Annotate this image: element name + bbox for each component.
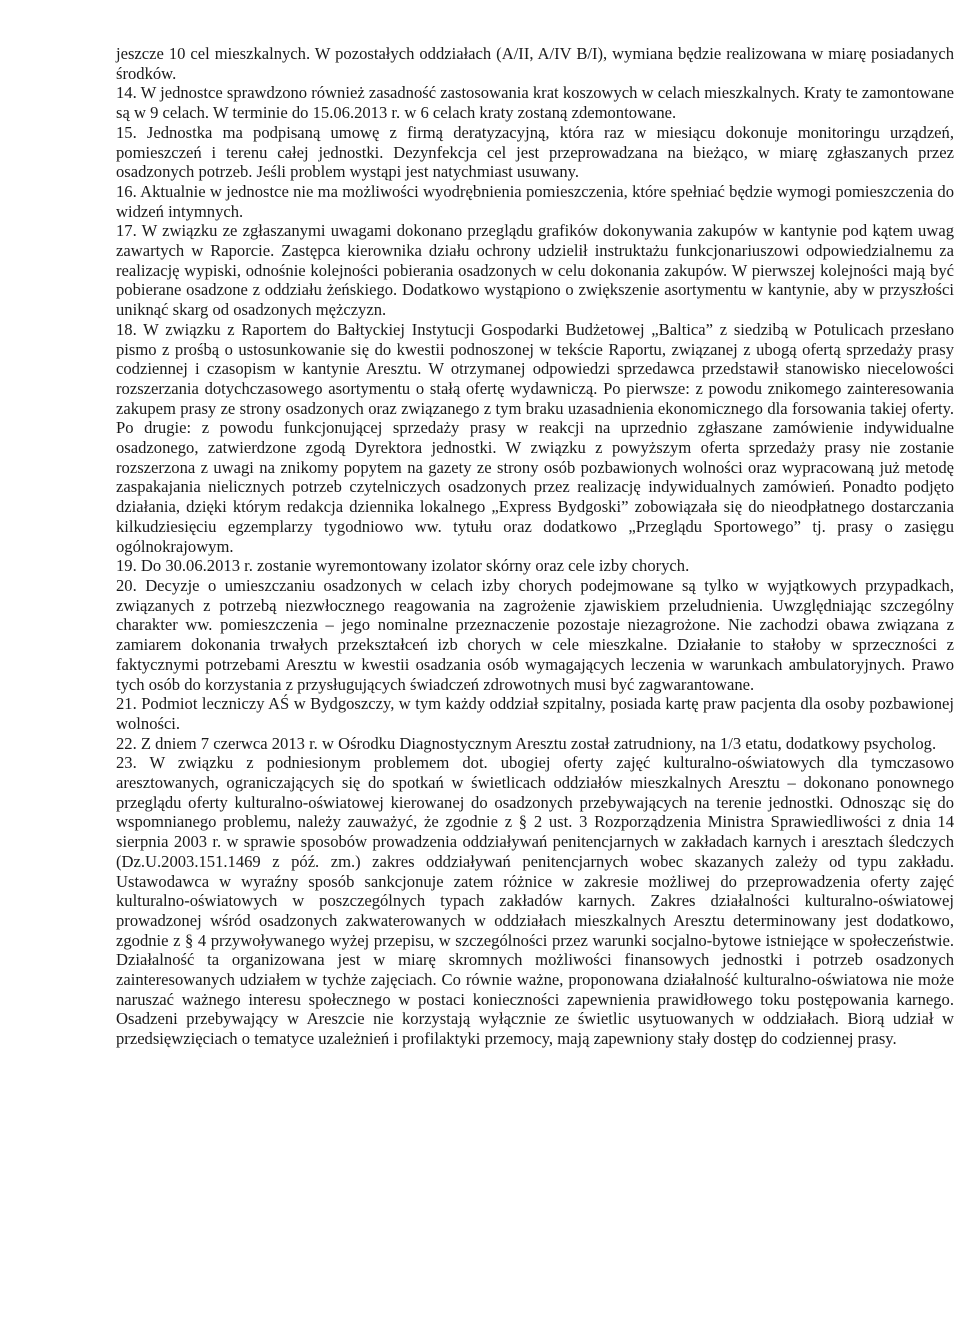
paragraph-16: 16. Aktualnie w jednostce nie ma możliwości wyodrębnienia pomieszczenia, które spełniać będzie wymogi pomieszczenia do widzeń intymnych. [116,181,954,221]
paragraph-18: 18. W związku z Raportem do Bałtyckiej Instytucji Gospodarki Budżetowej „Baltica” z siedzibą w Potulicach przesłano pismo z prośbą o ustosunkowanie się do kwestii podnoszonej w tekście Raportu, związanej z ubogą ofertą sprzedaży prasy codziennej i czasopism w kantynie Aresztu. W otrzymanej odpowiedzi sprzedawca przedstawił stanowisko niecelowości rozszerzania dotychczasowego asortymentu o stałą ofertę wydawniczą. Po pierwsze: z powodu znikomego zainteresowania zakupem prasy ze strony osadzonych oraz związanego z tym braku uzasadnienia ekonomicznego dla forsowania takiej oferty. Po drugie: z powodu funkcjonującej sprzedaży prasy w reakcji na uprzednio zgłaszane zamówienie indywidualne osadzonego, zatwierdzone zgodą Dyrektora jednostki. W związku z powyższym oferta sprzedaży prasy nie zostanie rozszerzona z uwagi na znikomy popytem na gazety ze strony osób pozbawionych wolności oraz wypracowaną już metodę zaspakajania nielicznych potrzeb czytelniczych osadzonych przez realizację indywidualnych zamówień. Ponadto podjęto działania, dzięki którym redakcja dziennika lokalnego „Express Bydgoski” zobowiązała się do nieodpłatnego dostarczania kilkudziesięciu egzemplarzy tygodniowo ww. tytułu oraz dodatkowo „Przeglądu Sportowego” tj. prasy o zasięgu ogólnokrajowym. [116,319,954,556]
document-page [116,44,954,1049]
paragraph-22: 22. Z dniem 7 czerwca 2013 r. w Ośrodku Diagnostycznym Aresztu został zatrudniony, na 1/3 etatu, dodatkowy psycholog. [116,733,937,753]
paragraph-23: 23. W związku z podniesionym problemem dot. ubogiej oferty zajęć kulturalno-oświatowych dla tymczasowo aresztowanych, ograniczających się do spotkań w świetlicach oddziałów mieszkalnych Aresztu – dokonano ponownego przeglądu oferty kulturalno-oświatowej kierowanej do osadzonych przebywających na terenie jednostki. Odnosząc się do wspomnianego problemu, należy zauważyć, że zgodnie z § 2 ust. 3 Rozporządzenia Ministra Sprawiedliwości z dnia 14 sierpnia 2003 r. w sprawie sposobów prowadzenia oddziaływań penitencjarnych w zakładach karnych i aresztach śledczych (Dz.U.2003.151.1469 z póź. zm.) zakres oddziaływań penitencjarnych wobec skazanych zależy od typu zakładu. Ustawodawca w wyraźny sposób sankcjonuje zatem różnice w zakresie możliwej do przeprowadzenia oferty zajęć kulturalno-oświatowych w poszczególnych typach zakładów karnych. Zakres działalności kulturalno-oświatowej prowadzonej wśród osadzonych zakwaterowanych w oddziałach mieszkalnych Aresztu determinowany jest dodatkowo, zgodnie z § 4 przywoływanego wyżej przepisu, w szczególności przez warunki socjalno-bytowe istniejące w społeczeństwie. Działalność ta organizowana jest w miarę skromnych możliwości finansowych jednostki i potrzeb osadzonych zainteresowanych udziałem w tychże zajęciach. Co równie ważne, proponowana działalność kulturalno-oświatowa nie może naruszać ważnego interesu społecznego w postaci konieczności zapewnienia prawidłowego toku postępowania karnego. Osadzeni przebywający w Areszcie nie korzystają wyłącznie ze świetlic usytuowanych w oddziałach. Biorą udział w przedsięwzięciach o tematyce uzależnień i profilaktyki przemocy, mają zapewniony stały dostęp do codziennej prasy. [116,753,954,1049]
paragraph-continuation: jeszcze 10 cel mieszkalnych. W pozostałych oddziałach (A/II, A/IV B/I), wymiana będzie realizowana w miarę posiadanych środków. [116,44,954,83]
paragraph-15: 15. Jednostka ma podpisaną umowę z firmą deratyzacyjną, która raz w miesiącu dokonuje monitoringu urządzeń, pomieszczeń i terenu całej jednostki. Dezynfekcja cel jest przeprowadzana na bieżąco, w miarę zgłaszanych przez osadzonych potrzeb. Jeśli problem wystąpi jest natychmiast usuwany. [116,122,954,182]
paragraph-21: 21. Podmiot leczniczy AŚ w Bydgoszczy, w tym każdy oddział szpitalny, posiada kartę praw pacjenta dla osoby pozbawionej wolności. [116,694,954,733]
paragraph-19: 19. Do 30.06.2013 r. zostanie wyremontowany izolator skórny oraz cele izby chorych. [116,556,690,576]
paragraph-17: 17. W związku ze zgłaszanymi uwagami dokonano przeglądu grafików dokonywania zakupów w kantynie pod kątem uwag zawartych w Raporcie. Zastępca kierownika działu ochrony udzielił instruktażu funkcjonariuszowi odpowiedzialnemu za realizację wypiski, odnośnie kolejności pobierania osadzonych w celu dokonania zakupów. W pierwszej kolejności mają być pobierane osadzone z oddziału żeńskiego. Dodatkowo wystąpiono o zwiększenie asortymentu w kantynie, aby w przyszłości uniknąć skarg od osadzonych mężczyzn. [116,221,954,320]
paragraph-20: 20. Decyzje o umieszczaniu osadzonych w celach izby chorych podejmowane są tylko w wyjątkowych przypadkach, związanych z potrzebą niezwłocznego reagowania na zagrożenie zjawiskiem przeludnienia. Uwzględniając szczególny charakter ww. pomieszczenia – jego nominalne przeznaczenie pozostaje niezagrożone. Nie zachodzi obawa związana z zamiarem dokonania trwałych przekształceń izb chorych w cele mieszkalne. Działanie to stałoby w sprzeczności z faktycznymi potrzebami Aresztu w kwestii osadzania osób wymagających leczenia w warunkach ambulatoryjnych. Prawo tych osób do korzystania z przysługujących świadczeń zdrowotnych musi być zagwarantowane. [116,575,954,694]
paragraph-14: 14. W jednostce sprawdzono również zasadność zastosowania krat koszowych w celach mieszkalnych. Kraty te zamontowane są w 9 celach. W terminie do 15.06.2013 r. w 6 celach kraty zostaną zdemontowane. [116,83,955,123]
